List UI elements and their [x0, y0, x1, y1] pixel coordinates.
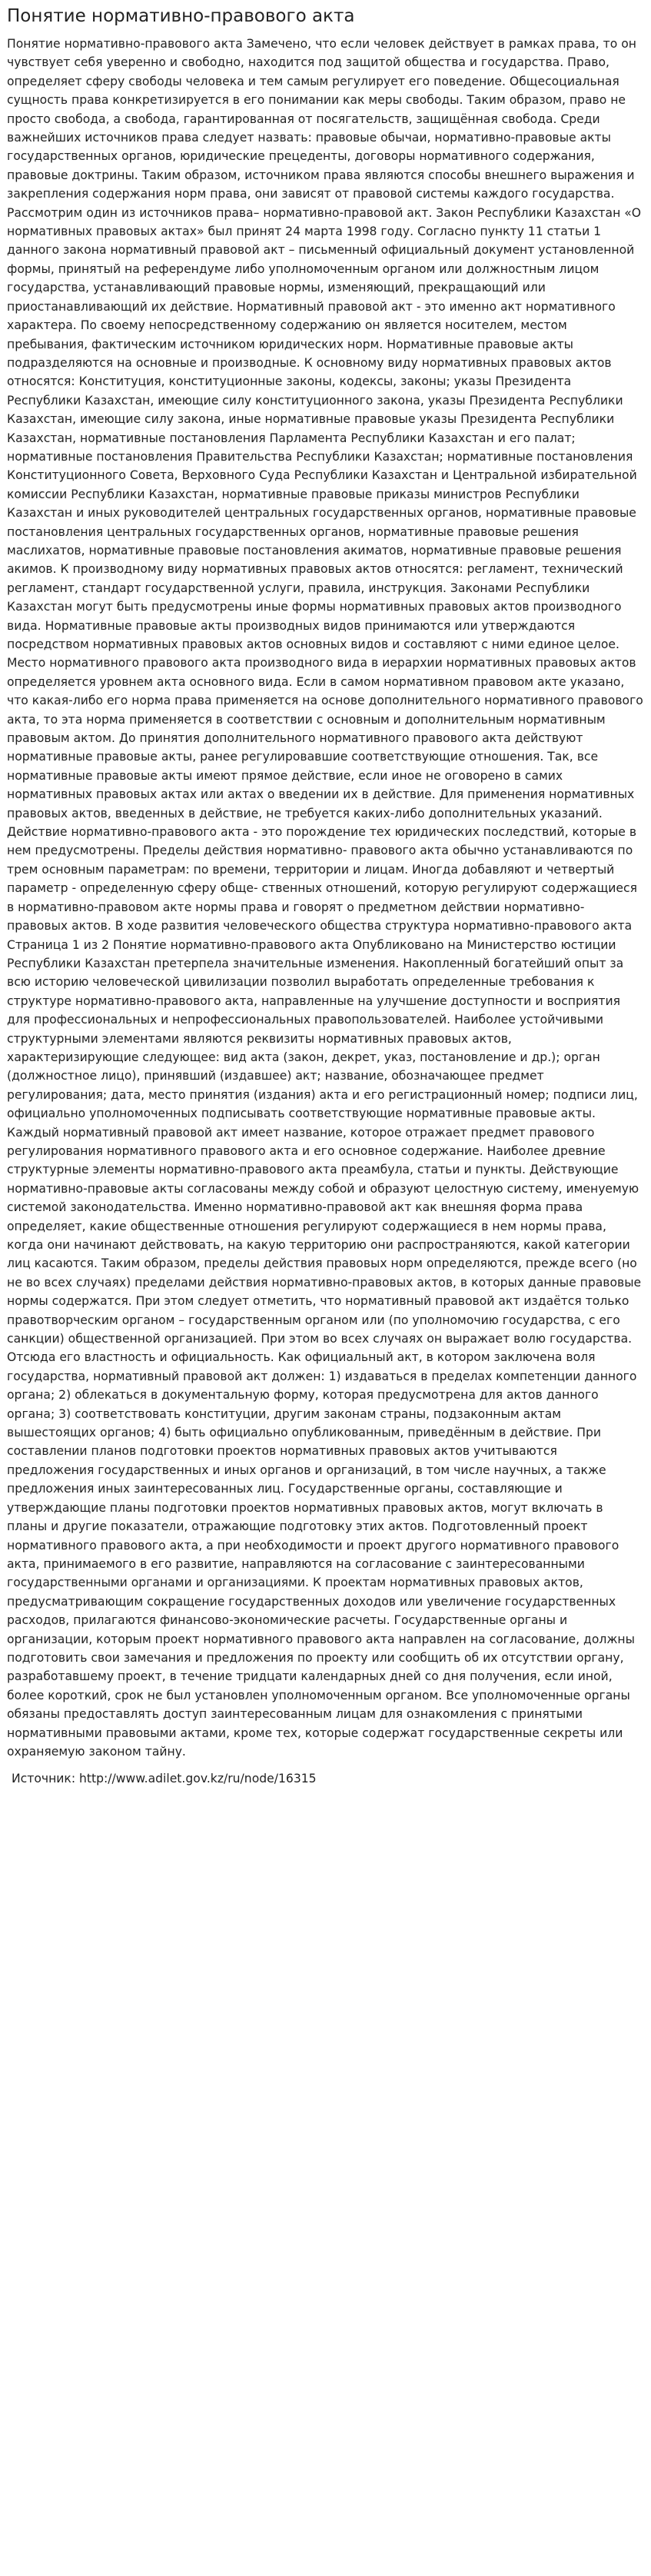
source-line: Источник: http://www.adilet.gov.kz/ru/node/16315 [12, 1772, 317, 1786]
article-body: Понятие нормативно-правового акта Замечено, что если человек действует в рамках права, то он чувствует себя уверенно и свободно, находится под защитой общества и государства. Право, определяет сферу свободы человека и тем самым регулирует его поведение. Общесоциальная сущность права конкретизируется в его понимании как меры свободы. Таким образом, право не просто свобода, а свобода, гарантированная от посягательств, защищённая свобода. Среди важнейших источников права следует назвать: правовые обычаи, нормативно-правовые акты государственных органов, юридические прецеденты, договоры нормативного содержания, правовые доктрины. Таким образом, источником права являются способы внешнего выражения и закрепления содержания норм права, они зависят от правовой системы каждого государства. Рассмотрим один из источников права– нормативно-правовой акт. Закон Республики Казахстан «О нормативных правовых актах» был принят 24 марта 1998 году. Согласно пункту 11 статьи 1 данного закона нормативный правовой акт – письменный официальный документ установленной формы, принятый на референдуме либо уполномоченным органом или должностным лицом государства, устанавливающий правовые нормы, изменяющий, прекращающий или приостанавливающий их действие. Нормативный правовой акт - это именно акт нормативного характера. По своему непосредственному содержанию он является носителем, местом пребывания, фактическим источником юридических норм. Нормативные правовые акты подразделяются на основные и производные. К основному виду нормативных правовых актов относятся: Конституция, конституционные законы, кодексы, законы; указы Президента Республики Казахстан, имеющие силу конституционного закона, указы Президента Республики Казахстан, имеющие силу закона, иные нормативные правовые указы Президента Республики Казахстан, нормативные постановления Парламента Республики Казахстан и его палат; нормативные постановления Правительства Республики Казахстан; нормативные постановления Конституционного Совета, Верховного Суда Республики Казахстан и Центральной избирательной комиссии Республики Казахстан, нормативные правовые приказы министров Республики Казахстан и иных руководителей центральных государственных органов, нормативные правовые постановления центральных государственных органов, нормативные правовые решения маслихатов, нормативные правовые постановления акиматов, нормативные правовые решения акимов. К производному виду нормативных правовых актов относятся: регламент, технический регламент, стандарт государственной услуги, правила, инструкция. Законами Республики Казахстан могут быть предусмотрены иные формы нормативных правовых актов производного вида. Нормативные правовые акты производных видов принимаются или утверждаются посредством нормативных правовых актов основных видов и составляют с ними единое целое. Место нормативного правового акта производного вида в иерархии нормативных правовых актов определяется уровнем акта основного вида. Если в самом нормативном правовом акте указано, что какая-либо его норма права применяется на основе дополнительного нормативного правового акта, то эта норма применяется в соответствии с основным и дополнительным нормативным правовым актом. До принятия дополнительного нормативного правового акта действуют нормативные правовые акты, ранее регулировавшие соответствующие отношения. Так, все нормативные правовые акты имеют прямое действие, если иное не оговорено в самих нормативных правовых актах или актах о введении их в действие. Для применения нормативных правовых актов, введенных в действие, не требуется каких-либо дополнительных указаний. Действие нормативно-правового акта - это порождение тех юридических последствий, которые в нем предусмотрены. Пределы действия нормативно- правового акта обычно устанавливаются по трем основным параметрам: по времени, территории и лицам. Иногда добавляют и четвертый параметр - определенную сферу обще- ственных отношений, которую регулируют содержащиеся в нормативно-правовом акте нормы права и говорят о предметном действии нормативно-правовых актов. В ходе развития человеческого общества структура нормативно-правового акта Страница 1 из 2 Понятие нормативно-правового акта Опубликовано на Министерство юстиции Республики Казахстан претерпела значительные изменения. Накопленный богатейший опыт за всю историю человеческой цивилизации позволил выработать определенные требования к структуре нормативно-правового акта, направленные на улучшение доступности и восприятия для профессиональных и непрофессиональных правопользователей. Наиболее устойчивыми структурными элементами являются реквизиты нормативных правовых актов, характеризирующие следующее: вид акта (закон, декрет, указ, постановление и др.); орган (должностное лицо), принявший (издавшее) акт; название, обозначающее предмет регулирования; дата, место принятия (издания) акта и его регистрационный номер; подписи лиц, официально уполномоченных подписывать соответствующие нормативные правовые акты. Каждый нормативный правовой акт имеет название, которое отражает предмет правового регулирования нормативного правового акта и его основное содержание. Наиболее древние структурные элементы нормативно-правового акта преамбула, статьи и пункты. Действующие нормативно-правовые акты согласованы между собой и образуют целостную систему, именуемую системой законодательства. Именно нормативно-правовой акт как внешняя форма права определяет, какие общественные отношения регулируют содержащиеся в нем нормы права, когда они начинают действовать, на какую территорию они распространяются, какой категории лиц касаются. Таким образом, пределы действия правовых норм определяются, прежде всего (но не во всех случаях) пределами действия нормативно-правовых актов, в которых данные правовые нормы содержатся. При этом следует отметить, что нормативный правовой акт издаётся только правотворческим органом – государственным органом или (по уполномочию государства, с его санкции) общественной организацией. При этом во всех случаях он выражает волю государства. Отсюда его властность и официальность. Как официальный акт, в котором заключена воля государства, нормативный правовой акт должен: 1) издаваться в пределах компетенции данного органа; 2) облекаться в документальную форму, которая предусмотрена для актов данного органа; 3) соответствовать конституции, другим законам страны, подзаконным актам вышестоящих органов; 4) быть официально опубликованным, приведённым в действие. При составлении планов подготовки проектов нормативных правовых актов учитываются предложения государственных и иных органов и организаций, в том числе научных, а также предложения иных заинтересованных лиц. Государственные органы, составляющие и утверждающие планы подготовки проектов нормативных правовых актов, могут включать в планы и другие показатели, отражающие подготовку этих актов. Подготовленный проект нормативного правового акта, а при необходимости и проект другого нормативного правового акта, принимаемого в его развитие, направляются на согласование с заинтересованными государственными органами и организациями. К проектам нормативных правовых актов, предусматривающим сокращение государственных доходов или увеличение государственных расходов, прилагаются финансово-экономические расчеты. Государственные органы и организации, которым проект нормативного правового акта направлен на согласование, должны подготовить свои замечания и предложения по проекту или сообщить об их отсутствии органу, разработавшему проект, в течение тридцати календарных дней со дня получения, если иной, более короткий, срок не был установлен уполномоченным органом. Все уполномоченные органы обязаны предоставлять доступ заинтересованным лицам для ознакомления с принятыми нормативными правовыми актами, кроме тех, которые содержат государственные секреты или охраняемую законом тайну. [7, 37, 643, 1759]
page-title: Понятие нормативно-правового акта [7, 6, 355, 26]
